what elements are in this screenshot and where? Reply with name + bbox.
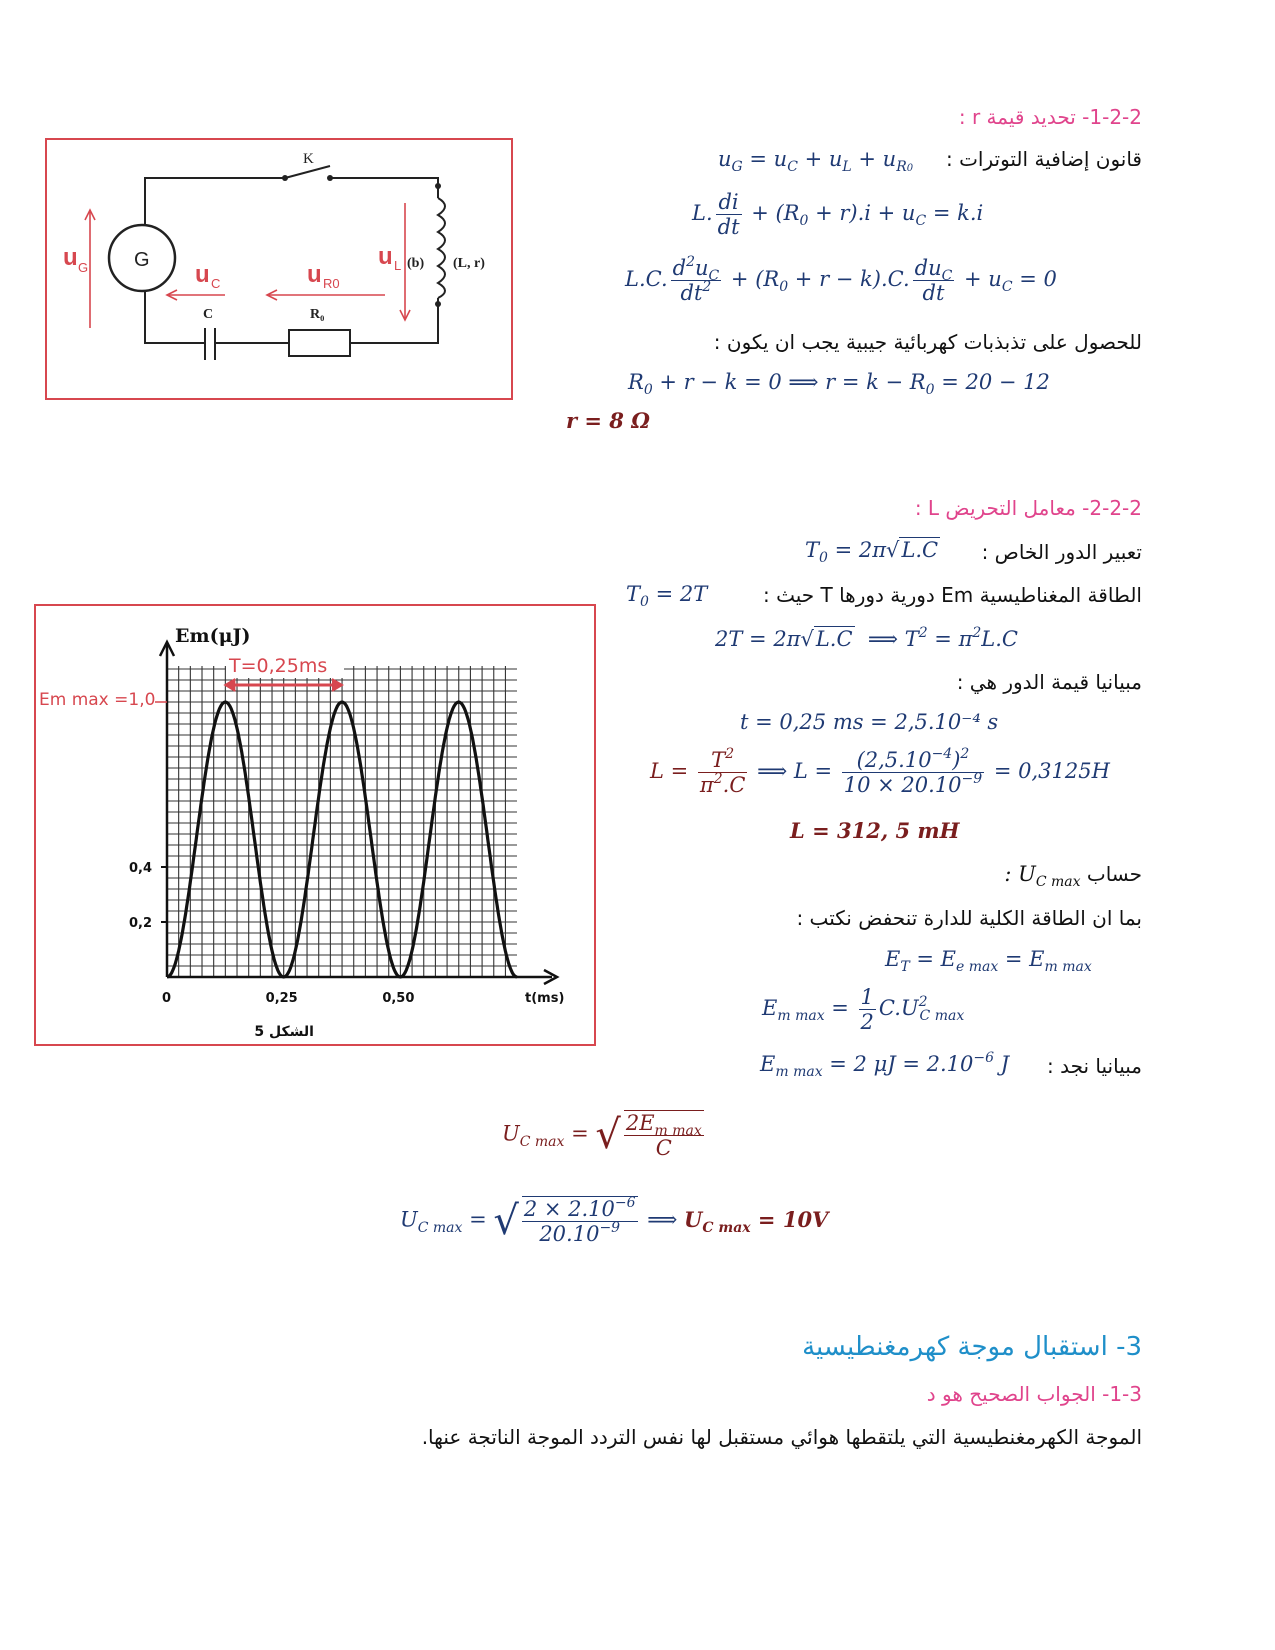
uc-label: u (195, 261, 210, 288)
period-label: T=0,25ms (229, 655, 328, 677)
y-tick-label: 0,4 (129, 861, 153, 876)
em-max-label: Em max =1,0 (39, 690, 156, 710)
graph-text: مبيانيا قيمة الدور هي : (956, 670, 1142, 694)
section-title-3: 3- استقبال موجة كهرمغنطيسية (802, 1332, 1142, 1362)
period-label: تعبير الدور الخاص : (981, 540, 1142, 564)
chart-caption: الشكل 5 (254, 1024, 314, 1040)
period-equation: $T_0 = 2\pi√L.C$ (805, 538, 939, 566)
equation-di: L. $\frac{di}{dt}$ + $(R_0 + r).i + u_C = k.i$ (692, 190, 984, 239)
period-arrow-head (225, 679, 235, 691)
graph-find-text: مبيانيا نجد : (1047, 1054, 1142, 1078)
energy-equation: $T_0 = 2T$ (626, 582, 708, 610)
capacitor-label: C (203, 307, 214, 322)
ug-label: u (63, 244, 78, 271)
Uc-formula: $U_{C max}$ = √ $\frac{2E_{m max}}{C}$ (502, 1111, 702, 1160)
answer-text: الموجة الكهرمغنطيسية التي يلتقطها هوائي مستقبل لها نفس التردد الموجة الناتجة عنها. (421, 1425, 1142, 1449)
t-equation: t = 0,25 ms = 2,5.10⁻⁴ s (740, 710, 999, 734)
section-title-222: 2-2-2- معامل التحريض L : (914, 496, 1142, 520)
ur0-sub: R0 (323, 276, 340, 291)
b-label: (b) (407, 256, 425, 271)
law-label: قانون إضافية التوترات : (945, 147, 1142, 171)
switch-label: K (303, 151, 314, 167)
generator-label: G (134, 249, 150, 271)
ug-sub: G (78, 260, 89, 275)
section-title-221: 1-2-2- تحديد قيمة r : (958, 105, 1142, 129)
condition-text: للحصول على تذبذبات كهربائية جيبية يجب ان يكون : (713, 330, 1142, 354)
equation-2T: 2T = 2π√L.C ⟹ $T^2 = \pi^2L.C$ (715, 625, 1018, 651)
ul-sub: L (394, 258, 402, 273)
L-equation: L = $\frac{T^2}{\pi^2.C}$ ⟹ L = $\frac{(2,5.10^{-4})^2}{10 \times 20.10^{-9}}$ = 0,3125H (650, 746, 1110, 797)
equation-Em: $E_{m max}$ = $\frac{1}{2}$ $C.U^2_{C max}$ (762, 985, 965, 1034)
energy-constant-text: بما ان الطاقة الكلية للدارة تنحفض نكتب : (796, 906, 1142, 930)
section-sub-31: 1-3- الجواب الصحيح هو د (926, 1382, 1142, 1406)
L-result: L = 312, 5 mH (790, 818, 960, 843)
coil-label: (L, r) (453, 256, 485, 271)
x-tick-label: 0,50 (382, 991, 415, 1006)
x-tick-label: 0 (162, 991, 172, 1006)
period-arrow-head (332, 679, 342, 691)
resistor-label: R₀ (310, 307, 325, 322)
equation-ET: $E_T = E_{e max} = E_{m max}$ (885, 947, 1092, 975)
x-tick-label: 0,25 (265, 991, 298, 1006)
x-axis-label: t(ms) (525, 991, 565, 1006)
result-r: r = 8 Ω (566, 408, 650, 433)
equation-diff: L.C. $\frac{d^2u_C}{dt^2}$ + $(R_0 + r - k).C$. $\frac{du_C}{dt}$ + $u_C = 0$ (625, 254, 1057, 305)
equation-ug: $u_G = u_C + u_L + u_{R0}$ (718, 147, 914, 175)
uc-sub: C (211, 276, 221, 291)
ur0-label: u (307, 261, 322, 288)
y-axis-label: Em(μJ) (175, 625, 251, 647)
energy-chart (34, 604, 596, 1046)
calc-label: حساب $U_{C max}$ : (1004, 862, 1142, 890)
Em-value-equation: $E_{m max} = 2$ $\mu J = 2.10^{-6}$ J (760, 1050, 1010, 1080)
circuit-diagram (45, 138, 513, 400)
ul-label: u (378, 243, 393, 270)
energy-text: الطاقة المغناطيسية Em دورية دورها T حيث : (763, 583, 1142, 607)
equation-r: $R_0 + r - k = 0$ ⟹ $r = k - R_0 = 20 - 12$ (628, 370, 1050, 398)
y-tick-label: 0,2 (129, 916, 153, 931)
Uc-calculation: $U_{C max}$ = √ $\frac{2 \times 2.10^{-6}}{20.10^{-9}}$ ⟹ $U_{C max} = 10V$ (400, 1195, 829, 1246)
